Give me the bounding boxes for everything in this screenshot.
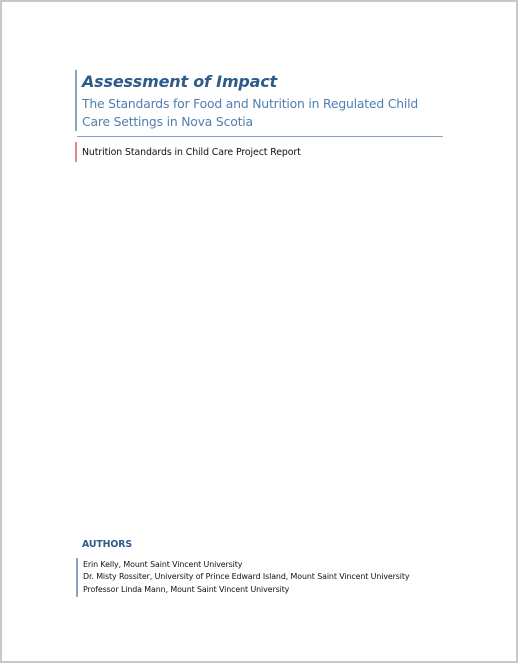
report-label: Nutrition Standards in Child Care Project Report — [82, 147, 301, 158]
author-item: Professor Linda Mann, Mount Saint Vincent University — [83, 584, 290, 594]
authors-heading: AUTHORS — [82, 539, 133, 550]
document-title: Assessment of Impact — [82, 72, 277, 91]
authors-list — [76, 558, 409, 597]
title-block — [75, 70, 450, 131]
author-item: Dr. Misty Rossiter, University of Prince Edward Island, Mount Saint Vincent University — [83, 572, 410, 582]
subtitle-line-2: Care Settings in Nova Scotia — [82, 114, 253, 129]
author-item: Erin Kelly, Mount Saint Vincent University — [83, 560, 243, 569]
title-divider — [77, 136, 443, 137]
document-subtitle — [82, 95, 450, 131]
subtitle-line-1: The Standards for Food and Nutrition in Regulated Child — [82, 96, 419, 111]
report-label-block — [75, 142, 301, 162]
